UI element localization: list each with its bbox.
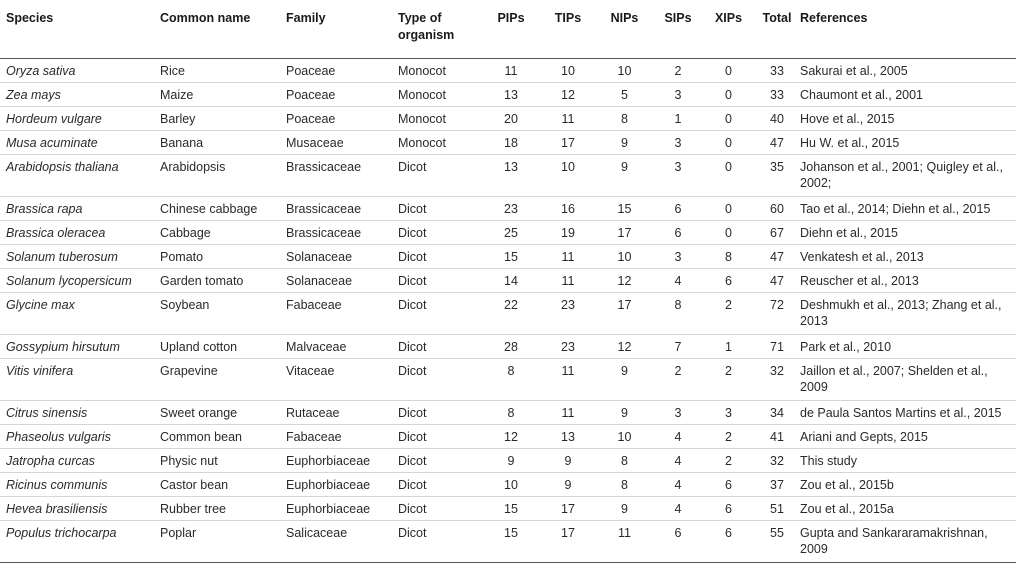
cell-sips: 6	[674, 201, 682, 216]
cell-sips: 3	[674, 87, 682, 102]
cell-species: Populus trichocarpa	[6, 525, 117, 540]
cell-nips: 17	[617, 297, 632, 312]
cell-references: de Paula Santos Martins et al., 2015	[800, 405, 1002, 420]
cell-family: Rutaceae	[286, 405, 340, 420]
cell-common-name: Soybean	[160, 297, 210, 312]
cell-species: Gossypium hirsutum	[6, 339, 120, 354]
cell-tips: 19	[561, 225, 575, 240]
cell-tips: 10	[561, 159, 575, 174]
cell-references: Park et al., 2010	[800, 339, 892, 354]
cell-common-name: Chinese cabbage	[160, 201, 258, 216]
table-row	[0, 334, 1016, 358]
cell-common-name: Common bean	[160, 429, 242, 444]
cell-tips: 10	[561, 63, 575, 78]
cell-tips: 23	[561, 297, 575, 312]
cell-total: 33	[770, 63, 784, 78]
header-family: Family	[286, 11, 326, 25]
cell-total: 47	[770, 273, 784, 288]
cell-references: Hu W. et al., 2015	[800, 135, 900, 150]
cell-type-of-organism: Dicot	[398, 477, 427, 492]
cell-family: Solanaceae	[286, 273, 353, 288]
cell-species: Jatropha curcas	[6, 453, 95, 468]
table-row	[0, 472, 1016, 496]
cell-family: Salicaceae	[286, 525, 348, 540]
cell-nips: 9	[621, 135, 628, 150]
cell-common-name: Rice	[160, 63, 186, 78]
cell-species: Ricinus communis	[6, 477, 108, 492]
cell-family: Fabaceae	[286, 429, 342, 444]
cell-tips: 9	[564, 477, 572, 492]
cell-nips: 8	[621, 111, 628, 126]
cell-total: 32	[770, 363, 784, 378]
cell-references: Ariani and Gepts, 2015	[800, 429, 928, 444]
cell-common-name: Castor bean	[160, 477, 229, 492]
cell-type-of-organism: Dicot	[398, 429, 427, 444]
cell-pips: 15	[504, 525, 518, 540]
cell-family: Brassicaceae	[286, 225, 362, 240]
cell-species: Brassica oleracea	[6, 225, 106, 240]
cell-common-name: Pomato	[160, 249, 204, 264]
table-row	[0, 268, 1016, 292]
cell-total: 67	[770, 225, 784, 240]
cell-total: 51	[770, 501, 784, 516]
cell-sips: 4	[674, 273, 682, 288]
cell-pips: 15	[504, 501, 518, 516]
cell-sips: 4	[674, 453, 682, 468]
header-type-of-organism: Type of organism	[398, 11, 455, 42]
table-body	[0, 58, 1016, 562]
cell-pips: 11	[504, 63, 518, 78]
cell-tips: 11	[561, 249, 575, 264]
table-row	[0, 106, 1016, 130]
cell-pips: 23	[504, 201, 518, 216]
cell-species: Hordeum vulgare	[6, 111, 102, 126]
cell-xips: 2	[725, 453, 732, 468]
cell-nips: 12	[617, 273, 632, 288]
cell-common-name: Barley	[160, 111, 196, 126]
cell-common-name: Banana	[160, 135, 204, 150]
cell-xips: 0	[725, 159, 732, 174]
cell-family: Euphorbiaceae	[286, 501, 371, 516]
header-tips: TIPs	[554, 11, 582, 25]
cell-references: Sakurai et al., 2005	[800, 63, 908, 78]
table-row	[0, 244, 1016, 268]
cell-type-of-organism: Dicot	[398, 273, 427, 288]
table-row	[0, 358, 1016, 400]
cell-pips: 12	[504, 429, 518, 444]
cell-references: Tao et al., 2014; Diehn et al., 2015	[800, 201, 991, 216]
cell-type-of-organism: Dicot	[398, 339, 427, 354]
header-common-name: Common name	[160, 11, 251, 25]
cell-common-name: Arabidopsis	[160, 159, 226, 174]
cell-pips: 18	[504, 135, 518, 150]
cell-pips: 14	[504, 273, 518, 288]
cell-species: Glycine max	[6, 297, 75, 312]
cell-total: 47	[770, 135, 784, 150]
cell-xips: 0	[725, 135, 732, 150]
cell-total: 40	[770, 111, 784, 126]
cell-species: Musa acuminate	[6, 135, 98, 150]
cell-total: 34	[770, 405, 784, 420]
header-species: Species	[6, 11, 54, 25]
table-header	[0, 0, 1016, 58]
cell-type-of-organism: Monocot	[398, 63, 446, 78]
cell-species: Phaseolus vulgaris	[6, 429, 111, 444]
cell-common-name: Physic nut	[160, 453, 218, 468]
cell-total: 60	[770, 201, 784, 216]
cell-pips: 10	[504, 477, 518, 492]
cell-type-of-organism: Monocot	[398, 111, 446, 126]
cell-total: 71	[770, 339, 784, 354]
cell-common-name: Rubber tree	[160, 501, 227, 516]
cell-nips: 9	[621, 159, 628, 174]
cell-type-of-organism: Dicot	[398, 501, 427, 516]
cell-nips: 10	[617, 249, 632, 264]
cell-references: Zou et al., 2015a	[800, 501, 894, 516]
cell-xips: 6	[725, 477, 732, 492]
header-references: References	[800, 11, 868, 25]
cell-xips: 2	[725, 363, 732, 378]
cell-nips: 8	[621, 477, 628, 492]
cell-pips: 28	[504, 339, 518, 354]
cell-sips: 4	[674, 477, 682, 492]
cell-tips: 11	[561, 273, 575, 288]
cell-references: Venkatesh et al., 2013	[800, 249, 924, 264]
cell-xips: 8	[725, 249, 732, 264]
cell-xips: 3	[725, 405, 732, 420]
cell-species: Solanum tuberosum	[6, 249, 118, 264]
cell-family: Fabaceae	[286, 297, 342, 312]
cell-pips: 9	[507, 453, 515, 468]
cell-tips: 12	[561, 87, 575, 102]
cell-references: Deshmukh et al., 2013; Zhang et al., 2013	[800, 297, 1002, 328]
cell-common-name: Cabbage	[160, 225, 211, 240]
cell-pips: 8	[507, 363, 515, 378]
cell-references: Zou et al., 2015b	[800, 477, 894, 492]
cell-total: 55	[770, 525, 784, 540]
cell-tips: 16	[561, 201, 575, 216]
cell-xips: 6	[725, 525, 732, 540]
cell-total: 41	[770, 429, 784, 444]
cell-xips: 0	[725, 111, 732, 126]
table-row	[0, 400, 1016, 424]
cell-xips: 6	[725, 501, 732, 516]
cell-family: Euphorbiaceae	[286, 477, 371, 492]
cell-family: Solanaceae	[286, 249, 353, 264]
cell-total: 33	[770, 87, 784, 102]
cell-tips: 13	[561, 429, 575, 444]
header-sips: SIPs	[664, 11, 692, 25]
header-pips: PIPs	[497, 11, 525, 25]
cell-tips: 11	[561, 111, 575, 126]
cell-references: Diehn et al., 2015	[800, 225, 898, 240]
cell-total: 72	[770, 297, 784, 312]
cell-type-of-organism: Dicot	[398, 363, 427, 378]
cell-nips: 9	[621, 501, 628, 516]
cell-family: Euphorbiaceae	[286, 453, 371, 468]
cell-xips: 0	[725, 63, 732, 78]
table-row	[0, 196, 1016, 220]
cell-species: Oryza sativa	[6, 63, 76, 78]
cell-common-name: Sweet orange	[160, 405, 238, 420]
cell-common-name: Grapevine	[160, 363, 218, 378]
cell-references: Chaumont et al., 2001	[800, 87, 923, 102]
cell-tips: 11	[561, 363, 575, 378]
cell-type-of-organism: Dicot	[398, 201, 427, 216]
cell-type-of-organism: Dicot	[398, 525, 427, 540]
cell-common-name: Upland cotton	[160, 339, 238, 354]
cell-total: 47	[770, 249, 784, 264]
cell-xips: 6	[725, 273, 732, 288]
cell-type-of-organism: Dicot	[398, 405, 427, 420]
cell-nips: 9	[621, 405, 628, 420]
cell-sips: 6	[674, 225, 682, 240]
cell-pips: 13	[504, 159, 518, 174]
header-row	[0, 0, 1016, 58]
cell-references: This study	[800, 453, 857, 468]
cell-references: Reuscher et al., 2013	[800, 273, 919, 288]
cell-tips: 23	[561, 339, 575, 354]
cell-xips: 0	[725, 201, 732, 216]
cell-tips: 17	[561, 135, 575, 150]
cell-pips: 13	[504, 87, 518, 102]
cell-tips: 11	[561, 405, 575, 420]
table-row	[0, 496, 1016, 520]
cell-sips: 2	[674, 63, 682, 78]
table-row	[0, 292, 1016, 334]
cell-sips: 3	[674, 159, 682, 174]
cell-species: Brassica rapa	[6, 201, 83, 216]
cell-species: Arabidopsis thaliana	[6, 159, 119, 174]
cell-species: Vitis vinifera	[6, 363, 74, 378]
cell-family: Poaceae	[286, 87, 336, 102]
cell-xips: 2	[725, 429, 732, 444]
header-nips: NIPs	[610, 11, 639, 25]
table-row	[0, 448, 1016, 472]
cell-sips: 8	[674, 297, 682, 312]
cell-pips: 15	[504, 249, 518, 264]
cell-sips: 6	[674, 525, 682, 540]
cell-nips: 8	[621, 453, 628, 468]
cell-family: Musaceae	[286, 135, 344, 150]
cell-xips: 2	[725, 297, 732, 312]
cell-sips: 3	[674, 249, 682, 264]
cell-type-of-organism: Dicot	[398, 453, 427, 468]
cell-family: Brassicaceae	[286, 201, 362, 216]
header-xips: XIPs	[714, 11, 743, 25]
cell-xips: 1	[725, 339, 732, 354]
cell-pips: 8	[507, 405, 515, 420]
cell-sips: 2	[674, 363, 682, 378]
cell-pips: 20	[504, 111, 518, 126]
cell-nips: 10	[617, 429, 632, 444]
cell-family: Poaceae	[286, 111, 336, 126]
table-row	[0, 82, 1016, 106]
cell-nips: 11	[618, 525, 631, 540]
cell-type-of-organism: Dicot	[398, 249, 427, 264]
cell-type-of-organism: Dicot	[398, 225, 427, 240]
cell-references: Jaillon et al., 2007; Shelden et al., 2009	[800, 363, 988, 394]
cell-common-name: Garden tomato	[160, 273, 244, 288]
cell-common-name: Poplar	[160, 525, 197, 540]
cell-nips: 15	[617, 201, 632, 216]
cell-type-of-organism: Monocot	[398, 135, 446, 150]
cell-sips: 1	[674, 111, 682, 126]
cell-sips: 7	[674, 339, 682, 354]
table-row	[0, 220, 1016, 244]
cell-family: Malvaceae	[286, 339, 347, 354]
cell-total: 32	[770, 453, 784, 468]
cell-tips: 9	[564, 453, 572, 468]
cell-references: Gupta and Sankararamakrishnan, 2009	[800, 525, 988, 556]
table-row	[0, 520, 1016, 562]
cell-nips: 10	[617, 63, 632, 78]
cell-references: Johanson et al., 2001; Quigley et al., 2002;	[800, 159, 1003, 190]
cell-total: 35	[770, 159, 784, 174]
table-row	[0, 58, 1016, 82]
cell-sips: 4	[674, 501, 682, 516]
cell-species: Citrus sinensis	[6, 405, 88, 420]
cell-total: 37	[770, 477, 784, 492]
cell-tips: 17	[561, 501, 575, 516]
cell-nips: 12	[617, 339, 632, 354]
cell-sips: 4	[674, 429, 682, 444]
cell-sips: 3	[674, 405, 682, 420]
table-row	[0, 130, 1016, 154]
header-total: Total	[762, 11, 792, 25]
cell-common-name: Maize	[160, 87, 194, 102]
cell-species: Hevea brasiliensis	[6, 501, 108, 516]
cell-references: Hove et al., 2015	[800, 111, 895, 126]
cell-family: Vitaceae	[286, 363, 335, 378]
cell-tips: 17	[561, 525, 575, 540]
cell-nips: 5	[621, 87, 628, 102]
cell-family: Brassicaceae	[286, 159, 362, 174]
cell-xips: 0	[725, 87, 732, 102]
cell-nips: 9	[621, 363, 628, 378]
cell-pips: 22	[504, 297, 518, 312]
cell-species: Zea mays	[6, 87, 61, 102]
cell-xips: 0	[725, 225, 732, 240]
cell-type-of-organism: Monocot	[398, 87, 446, 102]
cell-family: Poaceae	[286, 63, 336, 78]
cell-type-of-organism: Dicot	[398, 297, 427, 312]
cell-pips: 25	[504, 225, 518, 240]
cell-nips: 17	[617, 225, 632, 240]
cell-sips: 3	[674, 135, 682, 150]
cell-species: Solanum lycopersicum	[6, 273, 132, 288]
table-row	[0, 424, 1016, 448]
cell-type-of-organism: Dicot	[398, 159, 427, 174]
table-row	[0, 154, 1016, 196]
